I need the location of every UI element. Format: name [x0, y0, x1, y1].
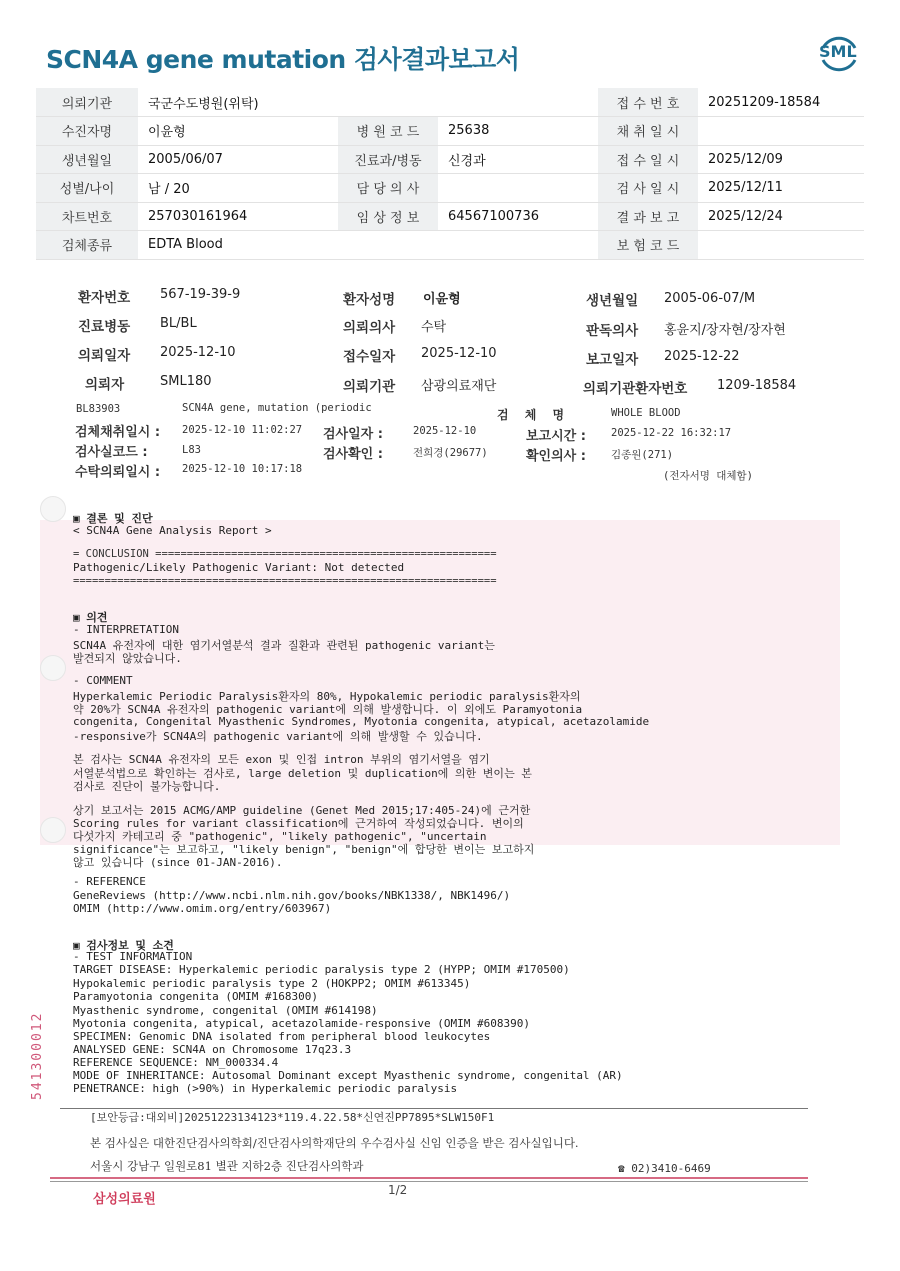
- test-info-line: SPECIMEN: Genomic DNA isolated from peripheral blood leukocytes: [73, 1030, 491, 1043]
- label: 임 상 정 보: [338, 202, 438, 231]
- label: 검 사 일 시: [598, 174, 698, 203]
- comment-line: -responsive가 SCN4A의 pathogenic variant에 의해 발생할 수 있습니다.: [73, 730, 483, 743]
- label: 진료병동: [78, 319, 131, 335]
- label: 검 체 명: [497, 408, 571, 422]
- conclusion-head: = CONCLUSION ======================================================: [73, 548, 497, 560]
- interp-head: - INTERPRETATION: [73, 623, 179, 636]
- label: 보고시간 :: [526, 429, 586, 444]
- comment-line: 본 검사는 SCN4A 유전자의 모든 exon 및 인접 intron 부위의 염기서열을 염기: [73, 753, 490, 766]
- comment-line: 상기 보고서는 2015 ACMG/AMP guideline (Genet Med 2015;17:405-24)에 근거한: [73, 804, 531, 817]
- label: 검사확인 :: [323, 447, 383, 462]
- comment-line: 약 20%가 SCN4A 유전자의 pathogenic variant에 의해 발생합니다. 이 외에도 Paramyotonia: [73, 703, 583, 716]
- request-patient-no: 1209-18584: [717, 378, 797, 393]
- test-info-line: Paramyotonia congenita (OMIM #168300): [73, 990, 319, 1003]
- label: 확인의사 :: [526, 449, 586, 464]
- footer-brand: 삼성의료원: [93, 1192, 156, 1207]
- patient-birth: 2005-06-07/M: [664, 291, 756, 306]
- hospital-code: 25638: [438, 117, 598, 146]
- punch-hole: [40, 817, 66, 843]
- security-line: [보안등급:대외비]20251223134123*119.4.22.58*신연진PP7895*SLW150F1: [90, 1111, 495, 1124]
- label: 생년월일: [36, 145, 138, 174]
- specimen-name: WHOLE BLOOD: [611, 407, 681, 419]
- label: 채 취 일 시: [598, 117, 698, 146]
- specimen-type: EDTA Blood: [138, 231, 598, 260]
- page-title: SCN4A gene mutation 검사결과보고서: [46, 45, 520, 74]
- header-table: [36, 88, 864, 260]
- label: 의뢰기관: [343, 379, 396, 395]
- patient-name-scan: 이윤형: [423, 292, 461, 307]
- label: 보 험 코 드: [598, 231, 698, 260]
- comment-line: Hyperkalemic Periodic Paralysis환자의 80%, Hypokalemic periodic paralysis환자의: [73, 690, 581, 703]
- section-title: ▣ 의견: [73, 611, 108, 624]
- insurance-code: [698, 231, 864, 260]
- request-date: 2025-12-10: [160, 345, 236, 360]
- label: 환자성명: [343, 292, 396, 308]
- interp-line: 발견되지 않았습니다.: [73, 652, 182, 665]
- label: 보고일자: [586, 352, 639, 368]
- label: 성별/나이: [36, 174, 138, 203]
- test-info-line: MODE OF INHERITANCE: Autosomal Dominant except Myasthenic syndrome, congenital (AR): [73, 1069, 623, 1082]
- test-info-line: TARGET DISEASE: Hyperkalemic periodic paralysis type 2 (HYPP; OMIM #170500): [73, 963, 570, 976]
- test-info-line: Myasthenic syndrome, congenital (OMIM #614198): [73, 1004, 378, 1017]
- label: 접 수 일 시: [598, 145, 698, 174]
- reception-no: 20251209-18584: [698, 88, 864, 117]
- dept: 신경과: [438, 145, 598, 174]
- test-info-head: - TEST INFORMATION: [73, 950, 193, 963]
- divider: [60, 1108, 808, 1109]
- section-title: ▣ 검사정보 및 소견: [73, 939, 174, 952]
- comment-line: Scoring rules for variant classification에 근거하여 작성되었습니다. 변이의: [73, 817, 524, 830]
- label: 차트번호: [36, 202, 138, 231]
- logo-text: SML: [819, 42, 857, 61]
- label: 검체종류: [36, 231, 138, 260]
- report-date: 2025/12/24: [698, 202, 864, 231]
- request-doctor: 수탁: [421, 320, 447, 335]
- clinical-info: 64567100736: [438, 202, 598, 231]
- test-info-line: ANALYSED GENE: SCN4A on Chromosome 17q23.3: [73, 1043, 352, 1056]
- request-org: 국군수도병원(위탁): [138, 88, 598, 117]
- label: 의뢰자: [85, 377, 125, 393]
- section-title: ▣ 결론 및 진단: [73, 512, 153, 525]
- certification-note: 본 검사실은 대한진단검사의학회/진단검사의학재단의 우수검사실 신임 인증을 받은 검사실입니다.: [90, 1136, 579, 1150]
- reception-date: 2025/12/09: [698, 145, 864, 174]
- reference-line: GeneReviews (http://www.ncbi.nlm.nih.gov/books/NBK1338/, NBK1496/): [73, 889, 511, 902]
- lab-code: L83: [182, 444, 201, 456]
- footer-red-rule: [50, 1177, 808, 1179]
- conclusion: Pathogenic/Likely Pathogenic Variant: Not detected: [73, 561, 405, 574]
- label: 병 원 코 드: [338, 117, 438, 146]
- label: 검체채취일시 :: [75, 425, 161, 440]
- comment-line: 서열분석법으로 확인하는 검사로, large deletion 및 duplication에 의한 변이는 본: [73, 767, 532, 780]
- chart-no: 257030161964: [138, 202, 338, 231]
- label: 접수일자: [343, 349, 396, 365]
- ward: BL/BL: [160, 316, 197, 331]
- test-code: BL83903: [76, 403, 121, 415]
- label: 의뢰기관: [36, 88, 138, 117]
- label: 결 과 보 고: [598, 202, 698, 231]
- sml-logo: [815, 30, 863, 78]
- comment-head: - COMMENT: [73, 674, 133, 687]
- interp-line: SCN4A 유전자에 대한 염기서열분석 결과 질환과 관련된 pathogenic variant는: [73, 639, 495, 652]
- page-number: 1/2: [388, 1183, 408, 1197]
- comment-line: congenita, Congenital Myasthenic Syndromes, Myotonia congenita, atypical, acetazolamide: [73, 715, 650, 728]
- birth: 2005/06/07: [138, 145, 338, 174]
- punch-hole: [40, 496, 66, 522]
- reference-line: OMIM (http://www.omim.org/entry/603967): [73, 902, 332, 915]
- comment-line: significance"는 보고하고, "likely benign", "benign"에 합당한 변이는 보고하지: [73, 843, 535, 856]
- punch-hole: [40, 655, 66, 681]
- esign-note: (전자서명 대체함): [663, 470, 753, 482]
- patient-id: 567-19-39-9: [160, 287, 241, 302]
- label: 의뢰기관환자번호: [583, 381, 688, 397]
- comment-line: 않고 있습니다 (since 01-JAN-2016).: [73, 856, 283, 869]
- label: 수진자명: [36, 117, 138, 146]
- label: 검사실코드 :: [75, 445, 148, 460]
- test-name: SCN4A gene, mutation (periodic: [182, 402, 372, 414]
- report-date-scan: 2025-12-22: [664, 349, 740, 364]
- request-org-scan: 삼광의료재단: [421, 379, 497, 394]
- reception-date-scan: 2025-12-10: [421, 346, 497, 361]
- test-confirmer: 전희경(29677): [413, 447, 488, 459]
- label: 의뢰일자: [78, 348, 131, 364]
- test-info-line: PENETRANCE: high (>90%) in Hyperkalemic periodic paralysis: [73, 1082, 458, 1095]
- comment-line: 다섯가지 카테고리 중 "pathogenic", "likely pathogenic", "uncertain: [73, 830, 487, 843]
- requester: SML180: [160, 374, 212, 389]
- label: 수탁의뢰일시 :: [75, 465, 161, 480]
- phone: ☎ 02)3410-6469: [618, 1162, 711, 1175]
- confirm-doctor: 김종원(271): [611, 449, 674, 461]
- test-date: 2025/12/11: [698, 174, 864, 203]
- label: 접 수 번 호: [598, 88, 698, 117]
- label: 진료과/병동: [338, 145, 438, 174]
- sex-age: 남 / 20: [138, 174, 338, 203]
- test-info-line: REFERENCE SEQUENCE: NM_000334.4: [73, 1056, 279, 1069]
- request-datetime: 2025-12-10 10:17:18: [182, 463, 303, 475]
- label: 환자번호: [78, 290, 131, 306]
- comment-line: 검사로 진단이 불가능합니다.: [73, 780, 221, 793]
- test-info-line: Hypokalemic periodic paralysis type 2 (HOKPP2; OMIM #613345): [73, 977, 471, 990]
- test-date-scan: 2025-12-10: [413, 425, 477, 437]
- report-subtitle: < SCN4A Gene Analysis Report >: [73, 524, 272, 537]
- reference-head: - REFERENCE: [73, 875, 146, 888]
- label: 검사일자 :: [323, 427, 383, 442]
- collect-datetime: 2025-12-10 11:02:27: [182, 424, 303, 436]
- reading-doctor: 홍윤지/장자현/장자현: [664, 323, 786, 338]
- label: 생년월일: [586, 293, 639, 309]
- patient-name: 이윤형: [138, 117, 338, 146]
- conclusion-rule: ===================================================================: [73, 575, 497, 587]
- doctor: [438, 174, 598, 203]
- side-code: 541300012: [30, 1011, 45, 1100]
- label: 담 당 의 사: [338, 174, 438, 203]
- label: 의뢰의사: [343, 320, 396, 336]
- address: 서울시 강남구 일원로81 별관 지하2층 진단검사의학과: [90, 1159, 364, 1173]
- test-info-line: Myotonia congenita, atypical, acetazolamide-responsive (OMIM #608390): [73, 1017, 530, 1030]
- label: 판독의사: [586, 323, 639, 339]
- collect-date: [698, 117, 864, 146]
- footer-gray-rule: [50, 1181, 808, 1182]
- report-time: 2025-12-22 16:32:17: [611, 427, 732, 439]
